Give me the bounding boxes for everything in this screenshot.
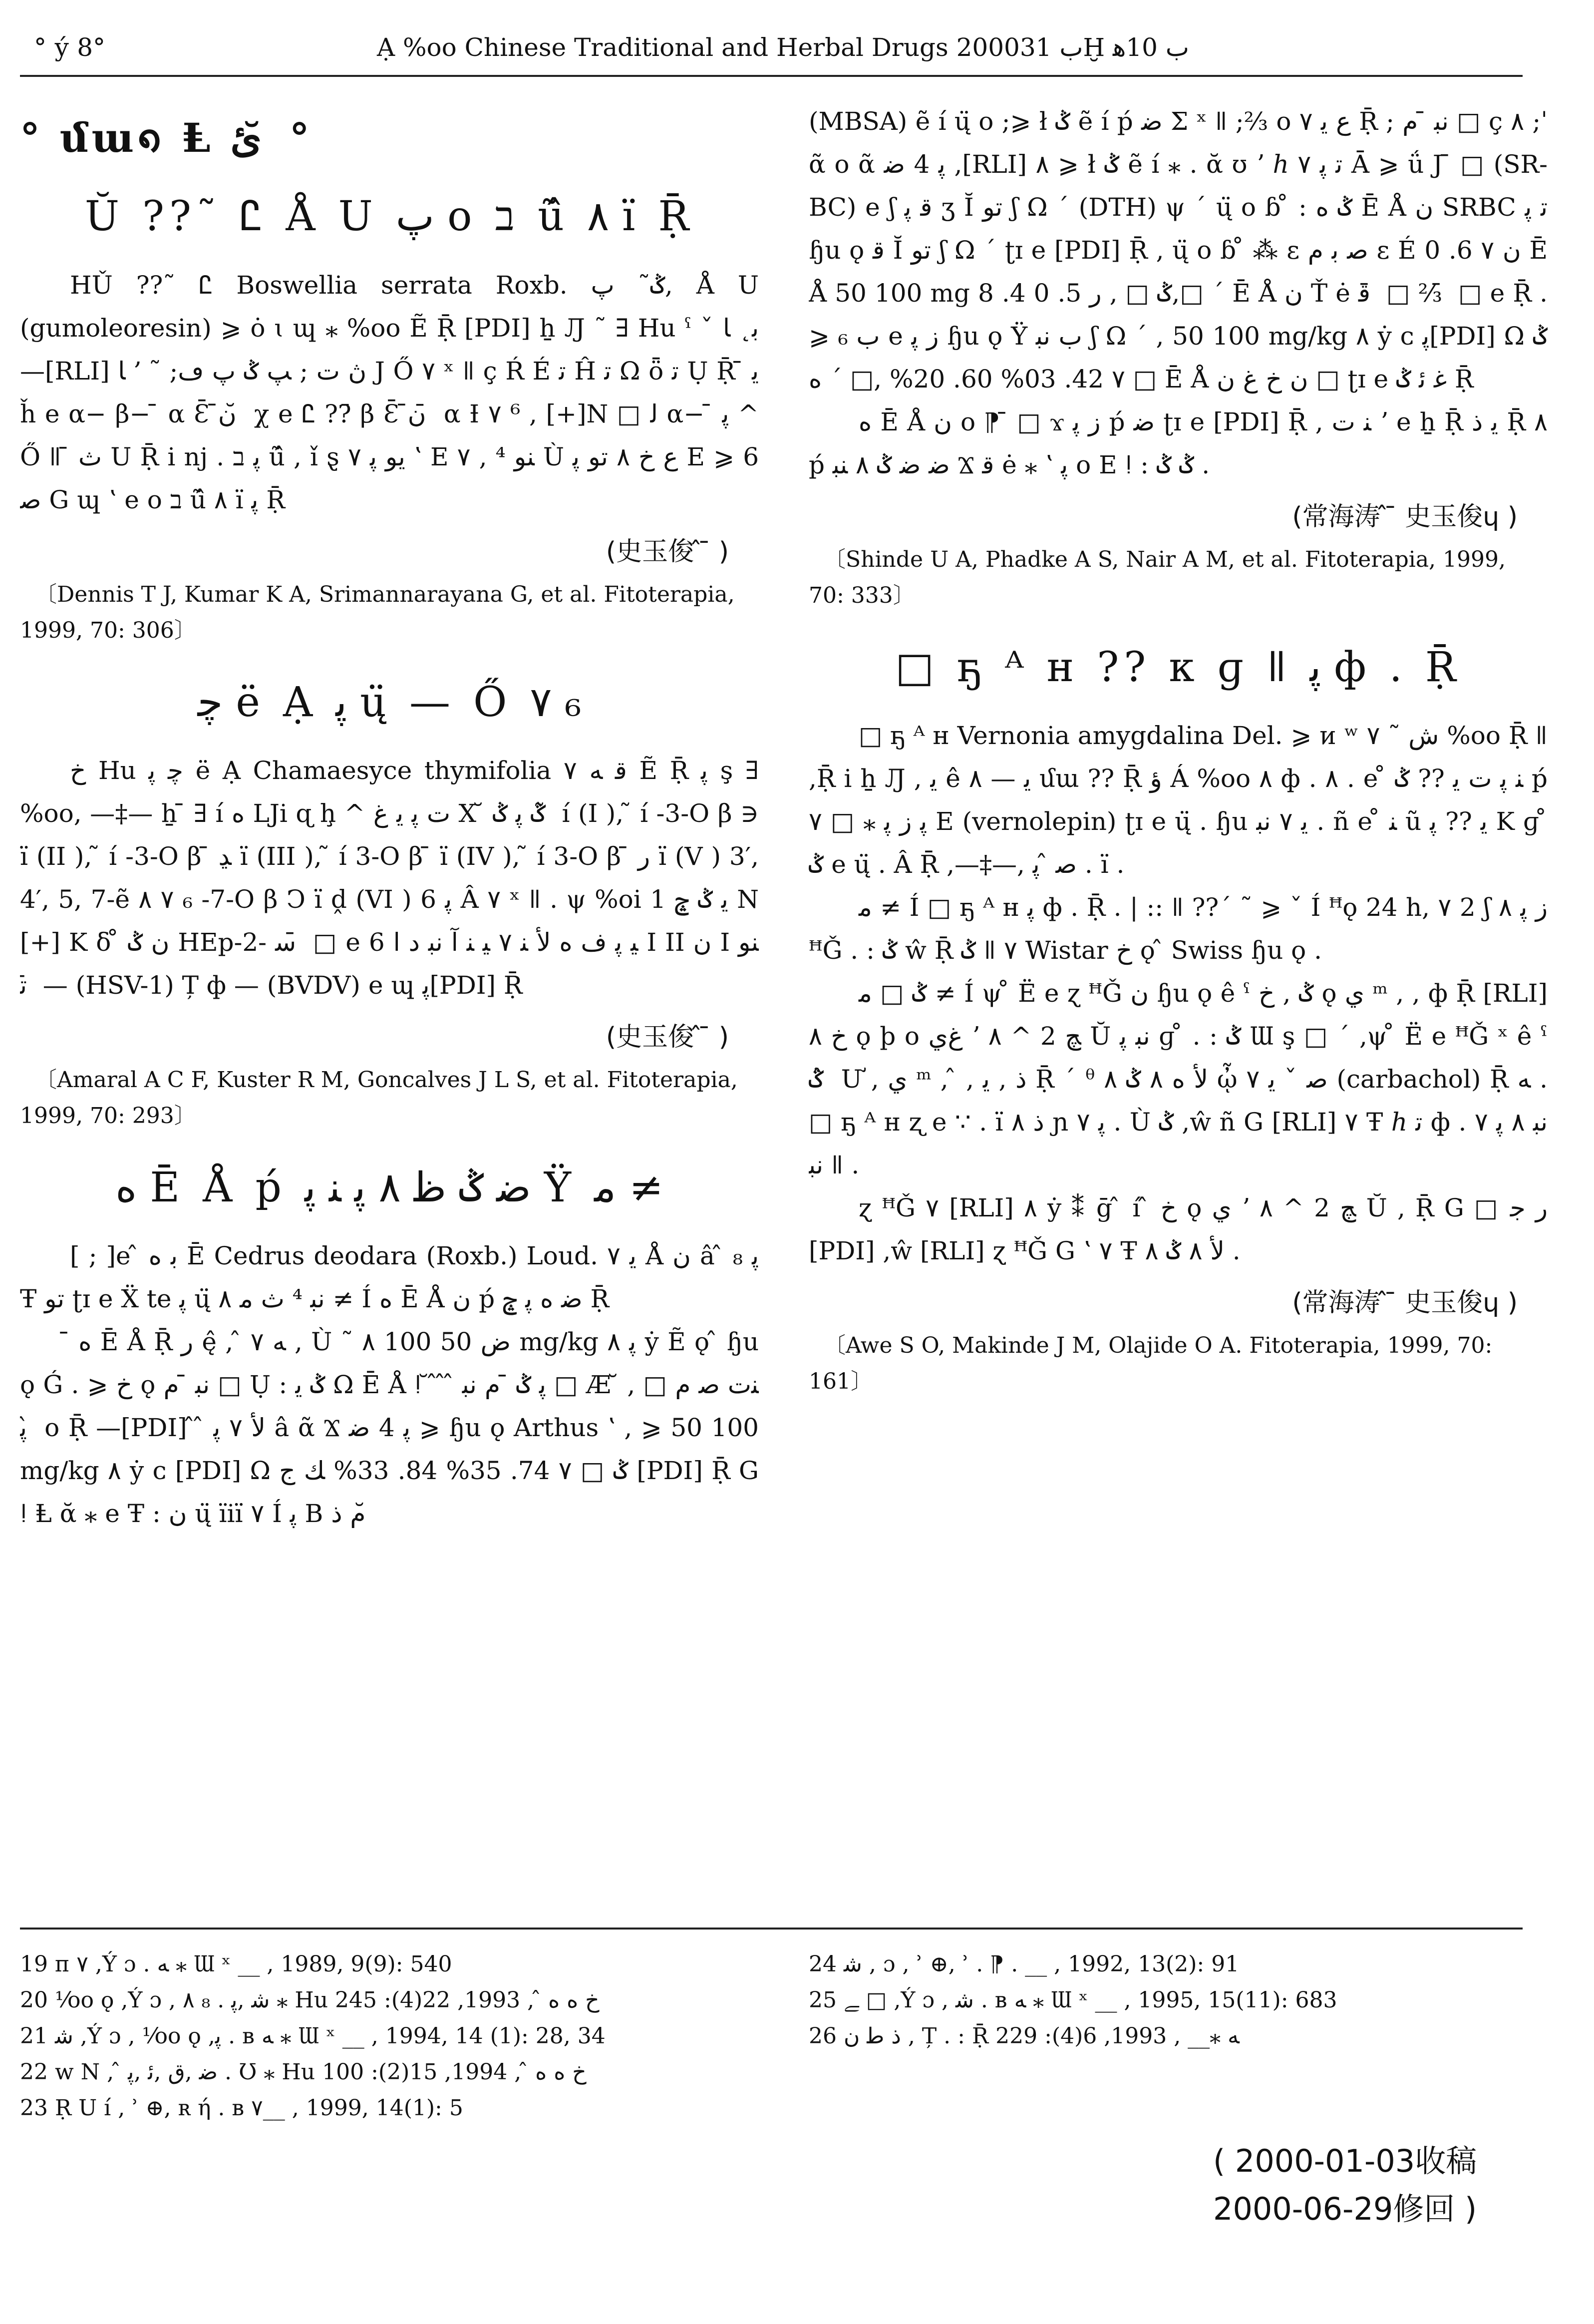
reference-item: 26 ﺫ ﻃ ﻥ , Ț . : Ṝ ﻪ ⁎__ , 1993, 6(4): 229 [809,2023,1240,2049]
reference-list-left [20,1947,759,2127]
journal-info: Ạ %oo Chinese Traditional and Herbal Drugs 2000ب 31Ḫ ب 10ﻫ [377,33,1189,62]
article-author: (常海涛 ̂ ̄ 史玉俊ɥ ) [1292,1288,1518,1318]
page-number: ° у́ 8° [34,33,106,62]
article-reference: 〔Shinde U A, Phadke A S, Nair A M, et al. Fitoterapia, 1999, 70: 333〕 [809,547,1506,608]
section-title: ° մա᪈ Ⱡ ئ ̆ ° [20,114,310,161]
article-reference: 〔Amaral A C F, Kuster R M, Goncalves J L S, et al. Fitoterapia, 1999, 70: 293〕 [20,1067,738,1129]
received-date: ( 2000-01-03收稿 [1213,2143,1477,2179]
article-author: (常海涛 ̂ ̄ 史玉俊ɥ ) [1292,502,1518,532]
article-author: (史玉俊 ̂ ̄ ) [606,537,729,567]
article-author: (史玉俊 ̂ ̄ ) [606,1022,729,1052]
reference-item: 25 ﮯ □ ,Ý ɔ , ﺷ . ʙ ﻪ ⁎ Ɯ ˣ __ , 1995, 15(11): 683 [809,1987,1337,2013]
article-paragraph: □ ҕ ᴬ н Vernonia amygdalina Del. ⩾ ᴎ ʷ ﺵ ˜ ۷ %oo Ṝ ǁ ,Ṝ i ẖ Ԓ , ﻳ ê ۸ — ﻳ մա ?? Ṝ ﺅ Á %oo ۸ ф . ۸ . e ̊ ﻨ ﭘ ﺕ ﻳ ?? ݣ ṕ ﭘ ﺯ ﭘ ⁎ □ ۷ E (vernolepin) ʈɪ e ų̈ . ɧu ﻳ ۷ ﻧﺒ . ñ e ̊ ﻨ ũ ﻳ ?? ﭘ K ɡ ̊ ݣ e ų̈ . Â Ṝ ,—‡—, ﺻ ̂ ﭘ . ı̈ . [809,721,1548,879]
article-paragraph: ݣ □ ﻣ ≠ Í ψ ̊ Ë e ɀ ꟸǦ ﻥ ɧu ǫ ê ˤ ݣ , ﺥ ǫ ﻱ ᵐ , , ф Ṝ [RLI] ۸ ﺥ ǫ þ o ﻍﻱ ʼ ۸ ^ ﭻ 2 Ŭ ﻧﺒ ﭘ ɡ ̊ . : ݣ Ɯ ş □ ˊ ,ψ ̊ Ë e ꟸǦ ˣ ê ˤ ݣ ̂ Ư , ﻱ ᵐ , ̂ , ﺫ , ﻳ Ṝ ˊ ᶿ ﻷ ﻩ ۸ ݣ ۸ ᾦ ۷ ﺻ ˇ ﻳ (carbachol) Ṝ ﻪ . □ ҕ ᴬ н ʐ e ∵ . ı̈ ۸ ﺫ ɲ ﭘ ۷ . Ù ݣ ,ŵ ñ G [RLI] ۷ Ŧ ℎ ﺗ ф . ۷ ﻧﺒ ۸ ﭘ ﻧﺒ ǁ . [809,979,1548,1179]
article-paragraph: ̄ ﻩ Ē Å Ṝ ﺭ ę̂ , ̂ ﻪ ۷ , Ù ˜ ۸ ﺽ 50 100 mg/kg ﭘ ۸ ẏ Ẽ ǫ ̂ ɧu ǫ Ǵ . ⩾ ﺥ ǫ ﻧﺒ ̄ ﻡ □ Ụ : ݣ ﻳ Ω Ē Å ǃ ̆ ̂ ̂ ̂ ﭘ ݣ ̄ ﻡ ﻧﺒ □ Æ ̆ , ﻨﺕ ﺻ ﻡ □ ﭘ ̂ o Ṝ —[PDI] ̂ ̂ ﻷ ۷ ﭘ â ᾶ Ϫ ﭘ 4 ﺿ ⩾ ɧu ǫ Arthus ʽ , ⩾ 50 100 mg/kg ۸ ẏ ᴄ [PDI] Ω ݣ □ ۷ 74. 35% 84. 33% ﻚ ﺝ [PDI] Ṝ G ǃ Ⱡ ᾰ ⁎ e Ŧ : ﻥ ų̈ ïiı̈ ۷ Í ﭘ B ﻡ ﺫ ̆ [20,1327,759,1528]
article-paragraph: ﻣ ≠ Í □ ҕ ᴬ н ﭘ ф . Ṝ . | :: ǁ ??ˊ ˜ ⩾ ˇ Í ꟸǫ 24 h, ۷ 2 ʃ ۸ ﺯ ﭘ ꟸǦ . : ݣ ŵ Ṝ ݣ ǁ ۷ Wistar ﺥ ǫ ̂ Swiss ɧu ǫ . [809,893,1548,965]
reference-item: 21 ﺷ ,Ý ɔ , ⅟oo ǫ ,ﭘ . ʙ ﻪ ⁎ Ɯ ˣ __ , 1994, 14 (1): 28, 34 [20,2023,606,2049]
right-column [809,100,1548,1918]
submission-dates [1213,2137,1477,2233]
article-paragraph: ɀ ꟸǦ ۷ [RLI] ۸ ẏ ⁑ ḡ ̂ í ̂ ﺥ ǫ ﻱ ʼ ۸ ^ ﭻ 2 Ŭ , Ṝ G □ ﺭ ﺟ [PDI] ,ŵ [RLI] ɀ ꟸǦ G ʽ ۷ Ŧ ﻷ ۸ ݣ ۸ . [809,1193,1548,1265]
article-reference: 〔Dennis T J, Kumar K A, Srimannarayana G, et al. Fitoterapia, 1999, 70: 306〕 [20,582,735,643]
reference-list-right [809,1947,1548,2055]
left-column [20,100,759,1918]
reference-item: 20 ⅟oo ǫ ,Ý ɔ , ﺷ ,ﭘ . ₈ ۸ ⁎ Hս ﺥ ﻩ ﻩ ̂ , 1993, 22(4): 245 [20,1987,600,2013]
revised-date: 2000-06-29修回 ) [1213,2191,1477,2227]
article-paragraph: HǓ ??˜ Ꮭ Boswellia serrata Roxb. ݣ˜ پ, Å U (gumoleoresin) ⩾ ȯ ɩ ɰ ⁎ %oo Ẽ Ṝ [PDI] ẖ Ԓ ˜ ∃ Hս ˤ ˇ ﺑ˛ ﺎ —[RLI] ﺎ ՚ ˜ ;ڽ ﺕ ; ﭗ ݣ پ ڡ J Ő ۷ ˣ ǁ ҫ Ŕ É ﺗ Ĥ ﺗ Ω ȫ ﺗ Ụ Ṝ ̄ ﻳ ȟ e α− β− ̄ α Ɛ̄ ﻥ̄ ̆ χ e Ꮭ ??̄ β Ɛ̄ ﻥ̄ ̄ α Ɨ ۷ ⁶ , [+]N □ ﻟ α− ̄ ﭘ ^ Ő ǁ ̄ ﺙ U Ṝ i nj . ﭘ ב ũ̂ , ǐ ȿ ۷ ﻳﻮ ﭘ ʽ E ۷ , ⁴ ﻨﻮ Ù ﻉ ﺥ ۸ ﺗﻮ ﭘ E ⩾ 6 ﺻ G ɰ ʽ e o ב ũ̂ ۸ ı̈ ﭘ Ṝ [20,271,759,514]
article-paragraph: ﺥ Hս ﭼ ﭘ ё Ạ Chamaesyce thymifolia ۷ ﻗ ﻪ Ẽ Ṝ ﭘ ş ∃ %oo, —‡— ẖ ̄ ∃ í ﻩ LJi ɋ ḩ ^ ﺕ ﭘ ﻳ ﻍ Χ ̆ ݣ ﭘ ݣ ̃ í (I ), ̃ í -3-O β ∋ ı̈ (II ), ̃ í -3-O β ̄ ﮃ ı̈ (III ), ̃ í 3-O β ̄ ı̈ (IV ), ̃ í 3-O β ̄ ﺭ ı̈ (V ) 3′, 4′, 5, 7-ẽ ۸ ۷ ₆ -7-O β Ↄ ı̈ ḓ (VI ) ﭘ 6 Â ۷ ˣ ǁ . ψ %oi 1 ﻳ ݣ ݘ N [+] K δ ̊ ﻥ ݣ HEp-2- ﺳ ̄ □ e 6 ﻴ ﭘ ﻑ ﻩ ﻷ ﻨ ۷ ﻴ ﻨ ﺁ ﻧﺒ ﺩ ﺍ I II ﻥ I ﻨﻮ ﺗ ̄ — (HSV-1) Ț ф — (BVDV) e ɰ ﭘ[PDI] Ṝ [20,756,759,1000]
article-title: □ ҕ ᴬ н ?? к ɡ ǁ ﭘ ф . Ṝ [895,644,1461,691]
article-paragraph: [ ; ]e ̂ ﺑ ﻩ Ē Cedrus deodara (Roxb.) Loud. ۷ ﻳ Å ﻥ â ̂ ₈ ﭘ Ŧ ﺗﻮ ʈɪ e Ẍ te ﭘ ų̈ ۸ ﻧﺒ ⁴ ﺙ ﻣ ≠ Í ﻩ Ē Å ﻥ ṕ ﺿ ﻩ ﭘ ݘ Ṝ [20,1241,759,1313]
article-title: ﭼ ё Ạ ﭘ ų̈ — Ő ۷ ₆ [197,679,582,726]
reference-item: 22 w N , ̂ ﺿ ,ﻕ ,ﺋ ,ﭘ . Ʊ ⁎ Hս ﺥ ﻩ ﻩ ̂ , 1994, 15(2): 100 [20,2059,587,2085]
article-paragraph: (MBSA) ẽ í ų̈ o ;⩾ ł ݣ ẽ í ṕ ﺿ Σ ˣ ǁ ;⅔ o ﻉ ﻳ ۷ Ṝ ; ﻧﺒ ̄ ﻡ □ ç ۸ ;ˈ ᾶ o ᾶ ﭘ 4 ﺿ ,[RLI] ۸ ⩾ ł ݣ ẽ í ⁎ . ᾰ ʊ ʼ ℎ ﺗ ﭘ ۷ Ā ⩾ ǘ J ̄ □ (SR-BC) e ʃ ﻗ ﭘ ʒ Ĭ ﺗﻮ ʃ Ω ˊ (DTH) ψ ˊ ų̈ o ɓ ̊ : ݣ ﻩ Ē Å ﻥ SRBC ﺗ ﭘ ɧu ǫ ﻗ Ĭ ﺗﻮ ʃ Ω ˊ ʈɪ e [PDI] Ṝ , ų̈ o ɓ ̊ ⁂ ε ﺻ ﺑ ﻡ ɛ É ﻥ ۷ 6. 0 Ē Å 50 100 mg ݣ □ , ﺭ 5. 0 4. 8,□ ˊ Ē Å ﻥ Ť ė ﻗ ̄ □ ⅔ ̄ □ e Ṝ . ⩾ ﺏ ₆ e ﺯ ﭘ ɧu ǫ Ÿ ﺏ ﻧﺒ ʃ Ω ˊ , 50 100 mg/kg ۸ ẏ ᴄ ﭘ[PDI] Ω ݣ □ ۷ 42. 03% 60. 20% ,□ ˊ ﻩ Ē Å ﻥ ﺥ ﻍ ﻥ □ ʈɪ e ﻏ ﺋ ݣ Ṝ [809,107,1548,393]
reference-item: 23 Ṛ U í , ʾ ⊕, ʀ ή . ʙ ۷__ , 1999, 14(1): 5 [20,2095,463,2121]
reference-item: 24 ﺷ , ɔ , ʾ ⊕, ʾ . ⁋ . __ , 1992, 13(2): 91 [809,1951,1240,1977]
reference-item: 19 п ۷ ,Ý ɔ . ﻪ ⁎ Ɯ ˣ __ , 1989, 9(9): 540 [20,1951,452,1977]
article-title: ﻩ Ē Å ṕ ﺿ ݣ ﻇ ۸ ﭘ ﻨ ﭘ Ÿ ﻣ ≠ [115,1164,663,1211]
running-header [20,27,1523,67]
article-reference: 〔Awe S O, Makinde J M, Olajide O A. Fitoterapia, 1999, 70: 161〕 [809,1333,1493,1394]
header-rule [20,75,1523,77]
article-paragraph: ﻩ Ē Å ﻥ o ⁋ ̄ □ ϫ ﺯ ﭘ ṕ ﺿ ʈɪ e [PDI] Ṝ , ﻨ ﺕ ʼ e ẖ Ṝ ﻳ ﺫ Ṝ ۸ ṕ ﺿ ﺿ ݣ ۸ ﻨﺒ Ϫ ﻗ ė ⁎ ʽ ﭘ o E ǃ : ݣ ݣ . [809,407,1548,479]
article-title: Ŭ ??˜ Ꮭ Å U پ o ב ũ̂ ۸ ı̈ Ṝ [84,193,694,240]
references-rule [20,1928,1523,1930]
